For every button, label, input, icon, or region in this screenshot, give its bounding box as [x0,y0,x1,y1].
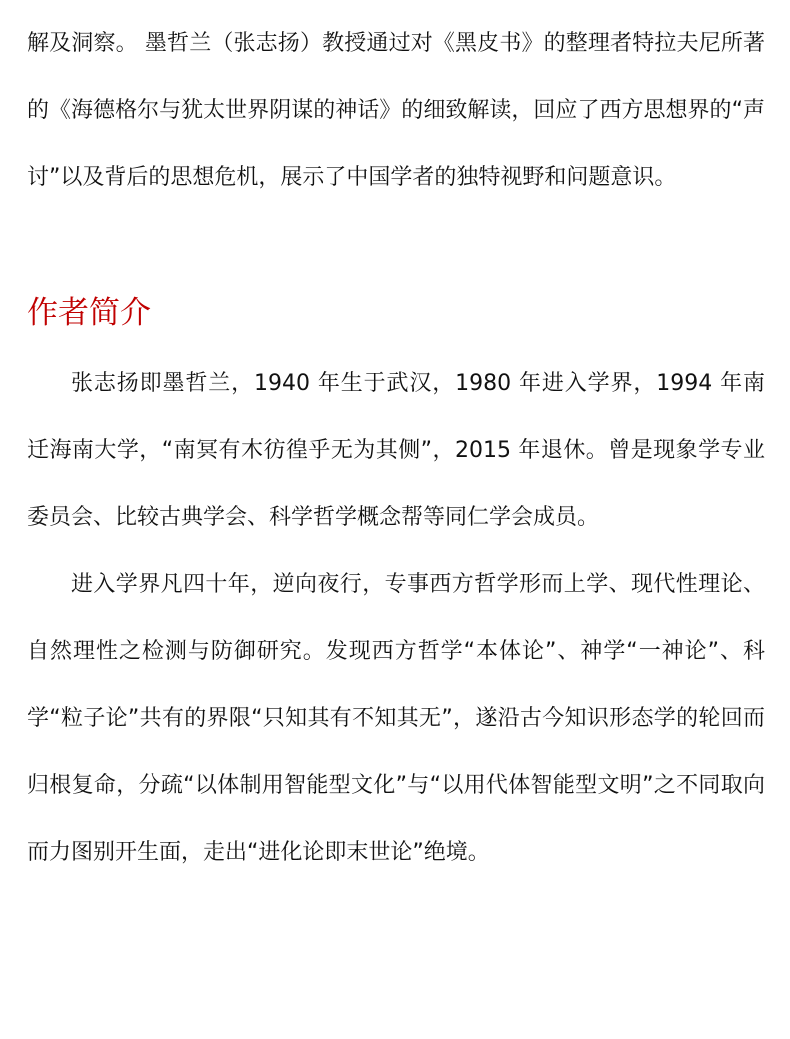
author-bio-paragraph-1: 张志扬即墨哲兰，1940 年生于武汉，1980 年进入学界，1994 年南迁海南大学，“南冥有木彷徨乎无为其侧”，2015 年退休。曾是现象学专业委员会、比较古典学会、科学哲学概念帮等同仁学会成员。 [27,371,765,530]
section-heading-author-intro: 作者简介 [27,295,151,331]
document-page [27,0,765,886]
author-bio-paragraph-2: 进入学界凡四十年，逆向夜行，专事西方哲学形而上学、现代性理论、自然理性之检测与防御研究。发现西方哲学“本体论”、神学“一神论”、科学“粒子论”共有的界限“只知其有不知其无”，遂沿古今知识形态学的轮回而归根复命，分疏“以体制用智能型文化”与“以用代体智能型文明”之不同取向而力图别开生面，走出“进化论即末世论”绝境。 [27,572,765,865]
intro-paragraph: 解及洞察。 墨哲兰（张志扬）教授通过对《黑皮书》的整理者特拉夫尼所著的《海德格尔与犹太世界阴谋的神话》的细致解读，回应了西方思想界的“声讨”以及背后的思想危机，展示了中国学者的独特视野和问题意识。 [27,31,765,190]
